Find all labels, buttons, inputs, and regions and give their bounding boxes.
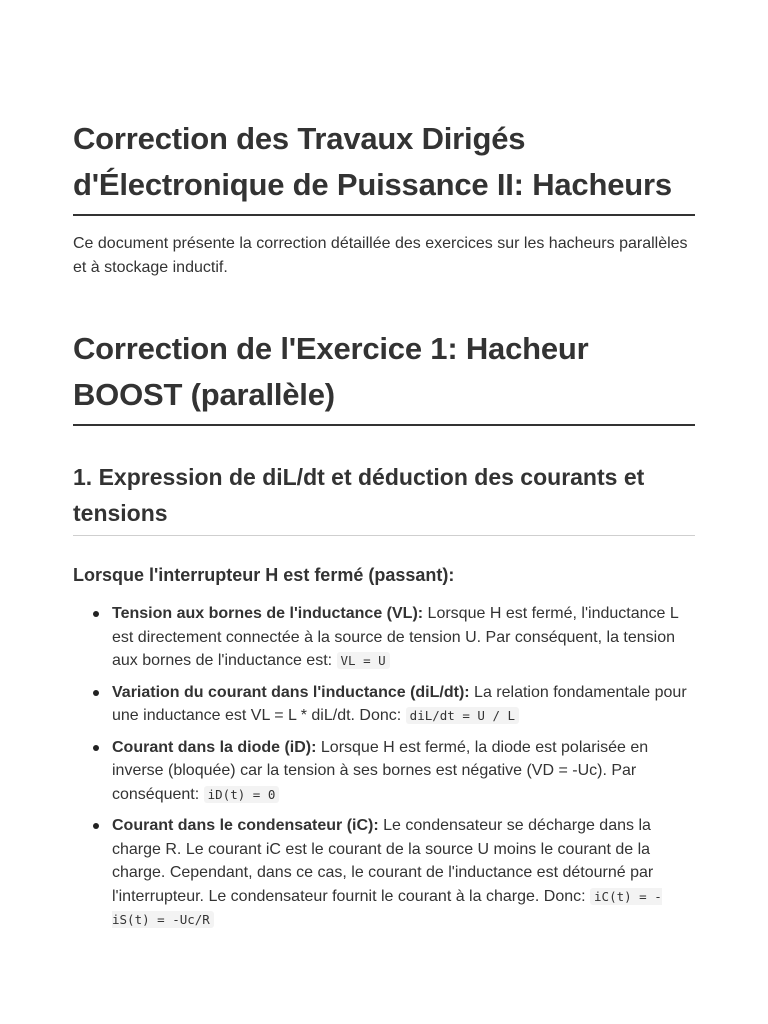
switch-closed-subheading: Lorsque l'interrupteur H est fermé (passant):	[73, 565, 455, 585]
list-item-diode-current	[112, 736, 695, 807]
list-item-term: Courant dans la diode (iD):	[112, 738, 317, 756]
list-item-term: Variation du courant dans l'inductance (diL/dt):	[112, 683, 470, 701]
list-item-capacitor-current	[112, 814, 695, 932]
list-item-text: Lorsque H est fermé, l'inductance L est directement connectée à la source de tension U. Par conséquent, la tension aux bornes de l'inductance est:	[112, 605, 679, 669]
document-intro: Ce document présente la correction détaillée des exercices sur les hacheurs parallèles et à stockage inductif.	[73, 235, 688, 276]
formula-code: iD(t) = 0	[204, 786, 280, 803]
switch-closed-list	[73, 602, 695, 932]
list-item-text: La relation fondamentale pour une inductance est VL = L * diL/dt. Donc:	[112, 683, 687, 724]
formula-code: VL = U	[337, 652, 390, 669]
list-item-text: Lorsque H est fermé, la diode est polarisée en inverse (bloquée) car la tension à ses bornes est négative (VD = -Uc). Par conséquent:	[112, 738, 649, 803]
list-item-term: Tension aux bornes de l'inductance (VL):	[112, 605, 424, 622]
document-title: Correction des Travaux Dirigés d'Électronique de Puissance II: Hacheurs	[73, 116, 695, 216]
formula-code: iC(t) = -iS(t) = -Uc/R	[112, 888, 662, 927]
list-item-inductor-current-variation	[112, 681, 695, 728]
list-item-text: Le condensateur se décharge dans la charge R. Le courant iC est le courant de la source U moins le courant de la charge. Cependant, dans ce cas, le courant de l'inductance est détourné par l'interrupteur. Le condensateur fournit le courant à la charge. Donc:	[112, 817, 654, 905]
section-1-heading: 1. Expression de diL/dt et déduction des courants et tensions	[73, 459, 695, 536]
exercise-1-title: Correction de l'Exercice 1: Hacheur BOOST (parallèle)	[73, 326, 695, 426]
list-item-inductor-voltage	[112, 602, 695, 673]
formula-code: diL/dt = U / L	[406, 707, 519, 724]
list-item-term: Courant dans le condensateur (iC):	[112, 817, 379, 834]
